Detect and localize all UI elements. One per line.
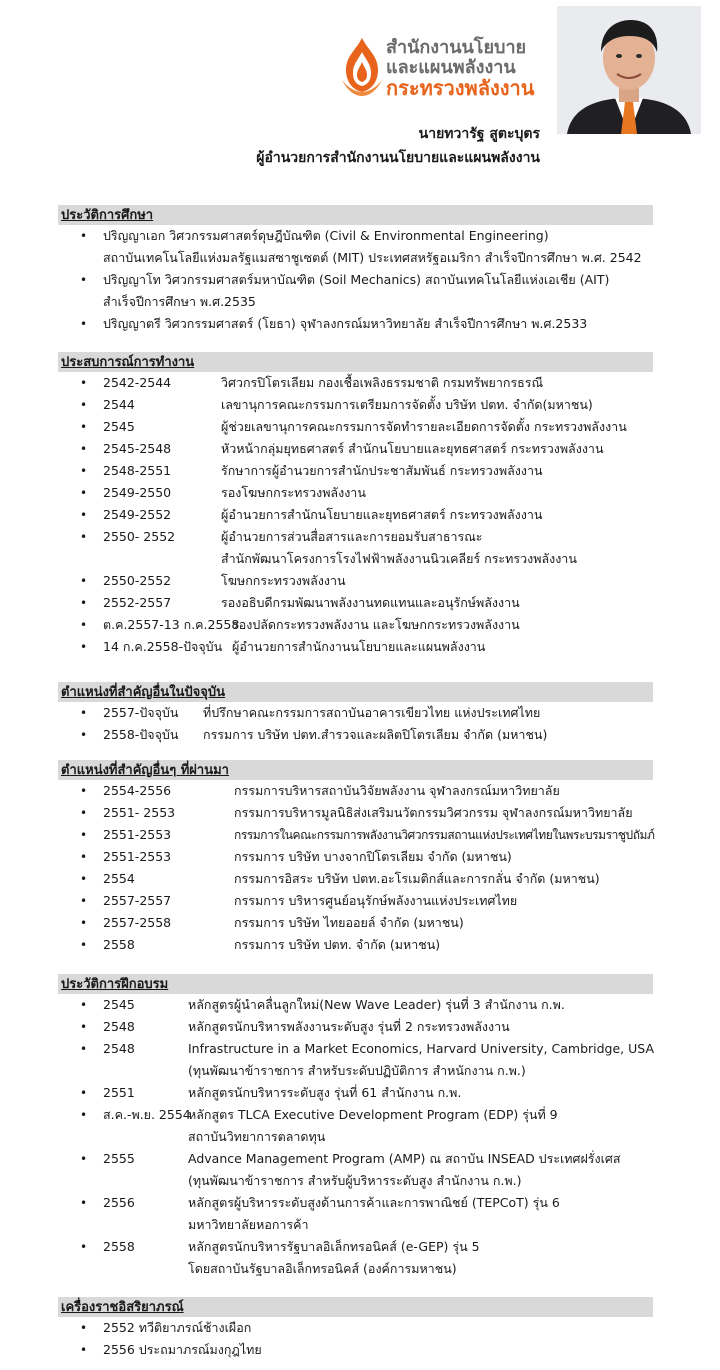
list-item bbox=[58, 824, 653, 846]
current-positions-section bbox=[58, 682, 653, 746]
item-line: หลักสูตรนักบริหารพลังงานระดับสูง รุ่นที่ 2 กระทรวงพลังงาน bbox=[188, 1019, 510, 1034]
section-heading: เครื่องราชอิสริยาภรณ์ bbox=[61, 1300, 184, 1315]
item-year: • 2549-2552 bbox=[103, 507, 172, 522]
item-line: • ปริญญาเอก วิศวกรรมศาสตร์ดุษฎีบัณฑิต (Civil & Environmental Engineering) bbox=[103, 228, 549, 243]
list-item bbox=[58, 526, 653, 570]
item-line: หลักสูตรผู้นำคลื่นลูกใหม่(New Wave Leader) รุ่นที่ 3 สำนักงาน ก.พ. bbox=[188, 997, 565, 1012]
item-line: รองอธิบดีกรมพัฒนาพลังงานทดแทนและอนุรักษ์พลังงาน bbox=[221, 595, 520, 610]
item-year: • 2550- 2552 bbox=[103, 529, 176, 544]
list-item bbox=[58, 1192, 653, 1236]
item-line: สำนักพัฒนาโครงการโรงไฟฟ้าพลังงานนิวเคลียร์ กระทรวงพลังงาน bbox=[221, 551, 577, 566]
section-heading: ประวัติการศึกษา bbox=[61, 208, 154, 223]
item-line: ผู้อำนวยการสำนักงานนโยบายและแผนพลังงาน bbox=[232, 639, 486, 654]
item-year: • 2558 bbox=[103, 937, 135, 952]
education-section bbox=[58, 205, 653, 335]
item-year: • 2545 bbox=[103, 419, 135, 434]
list-item bbox=[58, 868, 653, 890]
item-line: กรรมการบริหารสถาบันวิจัยพลังงาน จุฬาลงกรณ์มหาวิทยาลัย bbox=[234, 783, 560, 798]
list-item bbox=[58, 313, 653, 335]
item-line: โฆษกกระทรวงพลังงาน bbox=[221, 573, 346, 588]
item-year: • 2557-2557 bbox=[103, 893, 172, 908]
item-line: วิศวกรปิโตรเลียม กองเชื้อเพลิงธรรมชาติ กรมทรัพยากรธรณี bbox=[221, 375, 544, 390]
item-year: • 2544 bbox=[103, 397, 135, 412]
item-year: • 2548 bbox=[103, 1041, 135, 1056]
item-line: Advance Management Program (AMP) ณ สถาบัน INSEAD ประเทศฝรั่งเศส bbox=[188, 1151, 621, 1166]
logo-line-1: สำนักงานนโยบาย bbox=[386, 37, 527, 58]
item-year: • 2552-2557 bbox=[103, 595, 172, 610]
list-item bbox=[58, 504, 653, 526]
item-year: • ส.ค.-พ.ย. 2554 bbox=[103, 1107, 191, 1122]
section-heading: ตำแหน่งที่สำคัญอื่นในปัจจุบัน bbox=[61, 685, 226, 700]
list-item bbox=[58, 1317, 653, 1339]
list-item bbox=[58, 416, 653, 438]
decorations-section bbox=[58, 1297, 653, 1361]
item-year: • 2558-ปัจจุบัน bbox=[103, 727, 179, 742]
item-year: • 2551-2553 bbox=[103, 849, 172, 864]
item-year: • 2548 bbox=[103, 1019, 135, 1034]
item-year: • 2551 bbox=[103, 1085, 135, 1100]
past-positions-list bbox=[58, 780, 653, 956]
item-line: กรรมการบริหารมูลนิธิส่งเสริมนวัตกรรมวิศวกรรม จุฬาลงกรณ์มหาวิทยาลัย bbox=[234, 805, 633, 820]
list-item bbox=[58, 460, 653, 482]
item-line: กรรมการ บริษัท บางจากปิโตรเลียม จำกัด (มหาชน) bbox=[234, 849, 512, 864]
list-item bbox=[58, 724, 653, 746]
section-heading: ประสบการณ์การทำงาน bbox=[61, 355, 195, 370]
section-header bbox=[58, 1297, 653, 1317]
item-line: หลักสูตรนักบริหารรัฐบาลอิเล็กทรอนิคส์ (e-GEP) รุ่น 5 bbox=[188, 1239, 480, 1254]
item-year: • 2556 bbox=[103, 1195, 135, 1210]
list-item bbox=[58, 636, 653, 658]
item-line: • ปริญญาโท วิศวกรรมศาสตร์มหาบัณฑิต (Soil Mechanics) สถาบันเทคโนโลยีแห่งเอเชีย (AIT) bbox=[103, 272, 610, 287]
person-name: นายทวารัฐ สูตะบุตร bbox=[418, 126, 540, 142]
item-year: • 2550-2552 bbox=[103, 573, 172, 588]
item-line: เลขานุการคณะกรรมการเตรียมการจัดตั้ง บริษัท ปตท. จำกัด(มหาชน) bbox=[221, 397, 593, 412]
list-item bbox=[58, 394, 653, 416]
item-year: • 2549-2550 bbox=[103, 485, 172, 500]
list-item bbox=[58, 438, 653, 460]
list-item bbox=[58, 994, 653, 1016]
list-item bbox=[58, 269, 653, 313]
item-line: ผู้อำนวยการสำนักนโยบายและยุทธศาสตร์ กระทรวงพลังงาน bbox=[221, 507, 543, 522]
logo-wordmark bbox=[386, 38, 534, 98]
list-item bbox=[58, 570, 653, 592]
item-year: • 2558 bbox=[103, 1239, 135, 1254]
list-item bbox=[58, 934, 653, 956]
list-item bbox=[58, 846, 653, 868]
item-line: กรรมการ บริษัท ไทยออยล์ จำกัด (มหาชน) bbox=[234, 915, 464, 930]
section-header bbox=[58, 682, 653, 702]
item-line: ผู้อำนวยการส่วนสื่อสารและการยอมรับสาธารณะ bbox=[221, 529, 483, 544]
organization-logo bbox=[338, 34, 568, 104]
item-year: • 2551- 2553 bbox=[103, 805, 176, 820]
list-item bbox=[58, 482, 653, 504]
list-item bbox=[58, 912, 653, 934]
section-heading: ประวัติการฝึกอบรม bbox=[61, 977, 169, 992]
list-item bbox=[58, 1016, 653, 1038]
item-line: โดยสถาบันรัฐบาลอิเล็กทรอนิคส์ (องค์การมหาชน) bbox=[188, 1261, 457, 1276]
section-header bbox=[58, 205, 653, 225]
list-item bbox=[58, 802, 653, 824]
item-line: หัวหน้ากลุ่มยุทธศาสตร์ สำนักนโยบายและยุทธศาสตร์ กระทรวงพลังงาน bbox=[221, 441, 604, 456]
current-positions-list bbox=[58, 702, 653, 746]
list-item bbox=[58, 225, 653, 269]
item-line: หลักสูตรนักบริหารระดับสูง รุ่นที่ 61 สำนักงาน ก.พ. bbox=[188, 1085, 462, 1100]
person-title: ผู้อำนวยการสำนักงานนโยบายและแผนพลังงาน bbox=[256, 150, 540, 166]
list-item bbox=[58, 1104, 653, 1148]
item-year: • ต.ค.2557-13 ก.ค.2558 bbox=[103, 617, 240, 632]
list-item bbox=[58, 1339, 653, 1361]
list-item bbox=[58, 890, 653, 912]
item-line: กรรมการ บริษัท ปตท. จำกัด (มหาชน) bbox=[234, 937, 441, 952]
item-year: • 2557-2558 bbox=[103, 915, 172, 930]
item-line: กรรมการอิสระ บริษัท ปตท.อะโรเมติกส์และการกลั่น จำกัด (มหาชน) bbox=[234, 871, 600, 886]
past-positions-section bbox=[58, 760, 653, 956]
item-line: กรรมการ บริหารศูนย์อนุรักษ์พลังงานแห่งประเทศไทย bbox=[234, 893, 518, 908]
item-line: กรรมการ บริษัท ปตท.สำรวจและผลิตปิโตรเลียม จำกัด (มหาชน) bbox=[203, 727, 548, 742]
item-line: กรรมการในคณะกรรมการพลังงานวิศวกรรมสถานแห่งประเทศไทยในพระบรมราชูปถัมภ์ bbox=[234, 828, 655, 842]
item-year: • 2555 bbox=[103, 1151, 135, 1166]
list-item bbox=[58, 614, 653, 636]
section-header bbox=[58, 760, 653, 780]
experience-list bbox=[58, 372, 653, 658]
list-item bbox=[58, 1236, 653, 1280]
portrait-image bbox=[557, 6, 701, 134]
item-line: หลักสูตร TLCA Executive Development Program (EDP) รุ่นที่ 9 bbox=[188, 1107, 558, 1122]
item-line: ผู้ช่วยเลขานุการคณะกรรมการจัดทำรายละเอียดการจัดตั้ง กระทรวงพลังงาน bbox=[221, 419, 627, 434]
item-line: สถาบันเทคโนโลยีแห่งมลรัฐแมสซาชูเซตต์ (MIT) ประเทศสหรัฐอเมริกา สำเร็จปีการศึกษา พ.ศ. 2542 bbox=[103, 250, 642, 265]
item-year: • 2557-ปัจจุบัน bbox=[103, 705, 179, 720]
list-item bbox=[58, 702, 653, 724]
item-line: มหาวิทยาลัยหอการค้า bbox=[188, 1217, 309, 1232]
experience-section bbox=[58, 352, 653, 658]
item-year: • 2542-2544 bbox=[103, 375, 172, 390]
item-line: สถาบันวิทยาการตลาดทุน bbox=[188, 1129, 326, 1144]
item-line: สำเร็จปีการศึกษา พ.ศ.2535 bbox=[103, 294, 256, 309]
item-year: • 2554-2556 bbox=[103, 783, 172, 798]
decorations-list bbox=[58, 1317, 653, 1361]
training-section bbox=[58, 974, 653, 1280]
item-year: • 2554 bbox=[103, 871, 135, 886]
section-header bbox=[58, 974, 653, 994]
item-year: • 2551-2553 bbox=[103, 827, 172, 842]
item-line: รองปลัดกระทรวงพลังงาน และโฆษกกระทรวงพลังงาน bbox=[232, 617, 520, 632]
list-item bbox=[58, 372, 653, 394]
item-line: ที่ปรึกษาคณะกรรมการสถาบันอาคารเขียวไทย แห่งประเทศไทย bbox=[203, 705, 541, 720]
section-header bbox=[58, 352, 653, 372]
item-year: • 2548-2551 bbox=[103, 463, 172, 478]
list-item bbox=[58, 592, 653, 614]
logo-line-2: และแผนพลังงาน bbox=[386, 57, 516, 78]
item-year: • 2545-2548 bbox=[103, 441, 172, 456]
item-line: (ทุนพัฒนาข้าราชการ สำหรับผู้บริหารระดับสูง สำนักงาน ก.พ.) bbox=[188, 1173, 522, 1188]
list-item bbox=[58, 1038, 653, 1082]
list-item bbox=[58, 1148, 653, 1192]
item-line: • 2552 ทวีติยาภรณ์ช้างเผือก bbox=[103, 1320, 252, 1335]
item-line: • 2556 ประถมาภรณ์มงกุฎไทย bbox=[103, 1342, 262, 1357]
item-year: • 2545 bbox=[103, 997, 135, 1012]
education-list bbox=[58, 225, 653, 335]
list-item bbox=[58, 780, 653, 802]
item-year: • 14 ก.ค.2558-ปัจจุบัน bbox=[103, 639, 223, 654]
item-line: (ทุนพัฒนาข้าราชการ สำหรับระดับปฏิบัติการ สำหนักงาน ก.พ.) bbox=[188, 1063, 526, 1078]
flame-logo-icon bbox=[338, 36, 386, 98]
item-line: รองโฆษกกระทรวงพลังงาน bbox=[221, 485, 366, 500]
section-heading: ตำแหน่งที่สำคัญอื่นๆ ที่ผ่านมา bbox=[61, 763, 229, 778]
item-line: รักษาการผู้อำนวยการสำนักประชาสัมพันธ์ กระทรวงพลังงาน bbox=[221, 463, 543, 478]
item-line: หลักสูตรผู้บริหารระดับสูงด้านการค้าและการพาณิชย์ (TEPCoT) รุ่น 6 bbox=[188, 1195, 560, 1210]
training-list bbox=[58, 994, 653, 1280]
list-item bbox=[58, 1082, 653, 1104]
logo-line-3: กระทรวงพลังงาน bbox=[386, 76, 535, 100]
item-line: • ปริญญาตรี วิศวกรรมศาสตร์ (โยธา) จุฬาลงกรณ์มหาวิทยาลัย สำเร็จปีการศึกษา พ.ศ.2533 bbox=[103, 316, 588, 331]
portrait-photo bbox=[557, 6, 701, 134]
item-line: Infrastructure in a Market Economics, Harvard University, Cambridge, USA bbox=[188, 1041, 654, 1056]
